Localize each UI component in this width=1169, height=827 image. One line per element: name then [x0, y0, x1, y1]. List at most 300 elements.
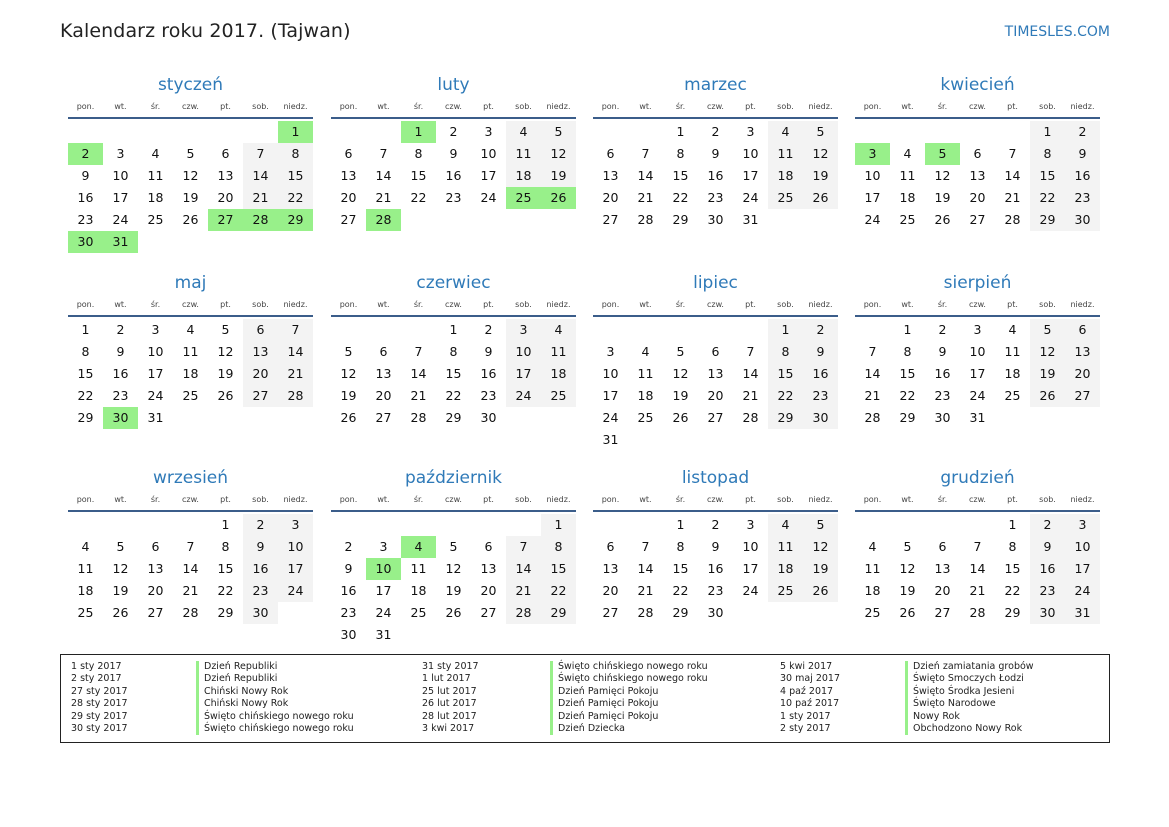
day-cell: 7: [1008, 146, 1017, 161]
day-cell: 10: [742, 146, 759, 161]
weekday-label: niedz.: [283, 300, 308, 309]
weekday-label: śr.: [675, 300, 686, 309]
day-cell: 10: [602, 366, 619, 381]
day-cell: 4: [151, 146, 160, 161]
day-cell: 29: [1004, 605, 1021, 620]
day-cell: 21: [637, 583, 654, 598]
day-cell: 8: [278, 143, 313, 165]
weekday-label: pt.: [220, 300, 231, 309]
weekday-label: pon.: [601, 102, 620, 111]
day-cell: 14: [506, 558, 541, 580]
day-cell: 15: [77, 366, 94, 381]
day-cell: 12: [217, 344, 234, 359]
day-cell: 18: [541, 363, 576, 385]
holiday-legend: [60, 654, 1110, 743]
day-cell: 20: [147, 583, 164, 598]
weekday-header: [855, 489, 1100, 510]
day-cell: 19: [1030, 363, 1065, 385]
day-cell: 1: [1008, 517, 1017, 532]
month-divider: [593, 315, 838, 317]
day-grid: [68, 319, 313, 429]
day-cell: 15: [541, 558, 576, 580]
weekday-label: niedz.: [546, 102, 571, 111]
day-cell: 19: [803, 558, 838, 580]
legend-holiday-name: Dzień zamiatania grobów: [905, 661, 1034, 673]
empty-cell: [890, 121, 925, 143]
day-cell: 18: [864, 583, 881, 598]
weekday-header: [855, 96, 1100, 117]
day-cell: 25: [541, 385, 576, 407]
day-cell: 8: [221, 539, 230, 554]
day-cell: 14: [375, 168, 392, 183]
day-cell: 28: [410, 410, 427, 425]
day-grid: [68, 121, 313, 253]
day-cell: 18: [637, 388, 654, 403]
day-cell: 20: [1065, 363, 1100, 385]
day-cell: 24: [278, 580, 313, 602]
day-cell: 16: [445, 168, 462, 183]
empty-cell: [855, 121, 890, 143]
holiday-day-cell: 10: [366, 558, 401, 580]
day-cell: 8: [1008, 539, 1017, 554]
day-cell: 12: [1030, 341, 1065, 363]
day-cell: 23: [1030, 580, 1065, 602]
legend-holiday-name: Dzień Pamięci Pokoju: [550, 711, 708, 723]
day-cell: 3: [606, 344, 615, 359]
day-cell: 20: [480, 583, 497, 598]
day-cell: 17: [602, 388, 619, 403]
day-cell: 13: [969, 168, 986, 183]
day-cell: 7: [746, 344, 755, 359]
month-block: [331, 272, 576, 429]
holiday-day-cell: 26: [541, 187, 576, 209]
legend-col-1-names: [196, 661, 354, 735]
holiday-day-cell: 3: [855, 143, 890, 165]
weekday-label: czw.: [182, 102, 199, 111]
day-cell: 10: [969, 344, 986, 359]
day-cell: 22: [445, 388, 462, 403]
month-name: czerwiec: [416, 273, 491, 293]
legend-date: 26 lut 2017: [422, 698, 477, 710]
weekday-label: wt.: [377, 102, 390, 111]
day-cell: 14: [637, 168, 654, 183]
day-grid: [593, 121, 838, 231]
legend-holiday-name: Święto Smoczych Łodzi: [905, 673, 1034, 685]
holiday-day-cell: 30: [68, 231, 103, 253]
day-cell: 19: [112, 583, 129, 598]
month-name: listopad: [681, 468, 750, 488]
day-cell: 14: [243, 165, 278, 187]
day-cell: 12: [803, 143, 838, 165]
day-cell: 20: [602, 583, 619, 598]
weekday-label: sob.: [1039, 495, 1056, 504]
empty-cell: [471, 514, 506, 536]
legend-date: 31 sty 2017: [422, 661, 479, 672]
holiday-day-cell: 31: [103, 231, 138, 253]
month-name: marzec: [684, 75, 747, 95]
empty-cell: [243, 121, 278, 143]
day-cell: 16: [707, 561, 724, 576]
day-cell: 25: [864, 605, 881, 620]
day-cell: 7: [414, 344, 423, 359]
day-cell: 20: [969, 190, 986, 205]
day-cell: 25: [410, 605, 427, 620]
day-cell: 28: [182, 605, 199, 620]
empty-cell: [855, 319, 890, 341]
day-cell: 4: [641, 344, 650, 359]
weekday-label: niedz.: [1070, 495, 1095, 504]
day-cell: 3: [746, 517, 755, 532]
day-cell: 5: [1030, 319, 1065, 341]
month-name: styczeń: [157, 75, 224, 95]
day-cell: 18: [147, 190, 164, 205]
day-grid: [331, 319, 576, 429]
legend-holiday-name: Święto chińskiego nowego roku: [196, 711, 354, 723]
month-name: październik: [404, 468, 503, 488]
day-cell: 9: [711, 146, 720, 161]
month-name: wrzesień: [152, 468, 229, 488]
day-cell: 13: [602, 168, 619, 183]
day-cell: 4: [868, 539, 877, 554]
day-cell: 12: [899, 561, 916, 576]
day-cell: 8: [414, 146, 423, 161]
legend-date: 3 kwi 2017: [422, 722, 475, 734]
day-cell: 28: [506, 602, 541, 624]
day-cell: 23: [77, 212, 94, 227]
day-grid: [68, 514, 313, 624]
weekday-label: wt.: [114, 300, 127, 309]
day-cell: 13: [340, 168, 357, 183]
day-cell: 11: [147, 168, 164, 183]
weekday-label: pon.: [76, 102, 95, 111]
legend-date: 5 kwi 2017: [780, 661, 833, 672]
day-cell: 17: [864, 190, 881, 205]
day-cell: 8: [676, 539, 685, 554]
weekday-label: śr.: [413, 102, 424, 111]
day-cell: 16: [1030, 558, 1065, 580]
day-cell: 18: [506, 165, 541, 187]
empty-cell: [925, 121, 960, 143]
day-cell: 9: [81, 168, 90, 183]
day-cell: 20: [243, 363, 278, 385]
day-cell: 21: [637, 190, 654, 205]
weekday-label: wt.: [901, 102, 914, 111]
holiday-day-cell: 5: [925, 143, 960, 165]
day-cell: 18: [182, 366, 199, 381]
day-cell: 9: [243, 536, 278, 558]
day-grid: [855, 121, 1100, 231]
legend-col-3-names: [905, 661, 1034, 735]
day-cell: 8: [903, 344, 912, 359]
day-cell: 27: [602, 212, 619, 227]
day-cell: 2: [449, 124, 458, 139]
day-cell: 17: [506, 363, 541, 385]
month-block: [331, 467, 576, 646]
day-cell: 16: [243, 558, 278, 580]
weekday-label: pon.: [76, 495, 95, 504]
day-cell: 15: [672, 561, 689, 576]
weekday-label: pt.: [1007, 102, 1018, 111]
day-cell: 17: [742, 168, 759, 183]
day-cell: 27: [1065, 385, 1100, 407]
day-cell: 15: [672, 168, 689, 183]
day-cell: 12: [672, 366, 689, 381]
holiday-day-cell: 1: [278, 121, 313, 143]
day-cell: 30: [243, 602, 278, 624]
day-cell: 18: [768, 558, 803, 580]
day-cell: 25: [1004, 388, 1021, 403]
weekday-label: wt.: [114, 102, 127, 111]
weekday-header: [68, 96, 313, 117]
day-cell: 16: [803, 363, 838, 385]
day-cell: 26: [899, 605, 916, 620]
day-cell: 29: [672, 212, 689, 227]
day-cell: 11: [506, 143, 541, 165]
day-cell: 11: [768, 143, 803, 165]
month-divider: [593, 510, 838, 512]
holiday-day-cell: 1: [401, 121, 436, 143]
day-cell: 3: [116, 146, 125, 161]
weekday-label: pt.: [483, 495, 494, 504]
day-cell: 27: [934, 605, 951, 620]
legend-date: 2 sty 2017: [780, 722, 831, 734]
day-cell: 17: [969, 366, 986, 381]
day-cell: 5: [221, 322, 230, 337]
legend-col-2-dates: [422, 661, 479, 735]
empty-cell: [138, 121, 173, 143]
empty-cell: [401, 319, 436, 341]
empty-cell: [173, 514, 208, 536]
day-cell: 30: [934, 410, 951, 425]
weekday-label: sob.: [777, 495, 794, 504]
day-cell: 30: [1030, 602, 1065, 624]
day-cell: 20: [217, 190, 234, 205]
day-cell: 26: [672, 410, 689, 425]
empty-cell: [960, 121, 995, 143]
month-name: lipiec: [693, 273, 738, 293]
weekday-label: śr.: [150, 300, 161, 309]
holiday-day-cell: 30: [103, 407, 138, 429]
weekday-label: pon.: [863, 300, 882, 309]
day-cell: 2: [1030, 514, 1065, 536]
day-cell: 3: [506, 319, 541, 341]
day-cell: 6: [711, 344, 720, 359]
weekday-label: pon.: [339, 102, 358, 111]
day-cell: 31: [375, 627, 392, 642]
day-cell: 18: [410, 583, 427, 598]
day-cell: 16: [340, 583, 357, 598]
weekday-label: pt.: [1007, 495, 1018, 504]
empty-cell: [506, 514, 541, 536]
weekday-label: sob.: [777, 300, 794, 309]
month-block: [593, 74, 838, 231]
day-cell: 10: [864, 168, 881, 183]
day-cell: 29: [672, 605, 689, 620]
site-link[interactable]: TIMESLES.COM: [1004, 24, 1110, 40]
legend-date: 30 maj 2017: [780, 673, 841, 685]
weekday-label: wt.: [114, 495, 127, 504]
empty-cell: [401, 514, 436, 536]
day-cell: 13: [217, 168, 234, 183]
day-cell: 3: [973, 322, 982, 337]
day-cell: 26: [340, 410, 357, 425]
day-cell: 31: [147, 410, 164, 425]
legend-date: 1 sty 2017: [71, 661, 122, 672]
day-cell: 24: [1065, 580, 1100, 602]
day-cell: 31: [602, 432, 619, 447]
weekday-label: czw.: [182, 495, 199, 504]
day-cell: 23: [112, 388, 129, 403]
day-cell: 2: [116, 322, 125, 337]
day-cell: 28: [969, 605, 986, 620]
day-cell: 28: [637, 605, 654, 620]
legend-date: 30 sty 2017: [71, 722, 128, 734]
weekday-label: pt.: [745, 300, 756, 309]
day-cell: 9: [938, 344, 947, 359]
month-block: [855, 467, 1100, 624]
day-cell: 19: [803, 165, 838, 187]
empty-cell: [628, 514, 663, 536]
day-cell: 27: [602, 605, 619, 620]
day-cell: 4: [81, 539, 90, 554]
weekday-label: pon.: [863, 495, 882, 504]
day-cell: 25: [768, 580, 803, 602]
month-divider: [855, 117, 1100, 119]
month-divider: [68, 315, 313, 317]
day-cell: 29: [77, 410, 94, 425]
day-cell: 22: [899, 388, 916, 403]
day-cell: 24: [969, 388, 986, 403]
weekday-label: pon.: [76, 300, 95, 309]
day-cell: 22: [1004, 583, 1021, 598]
month-block: [855, 272, 1100, 429]
day-cell: 24: [480, 190, 497, 205]
day-cell: 21: [506, 580, 541, 602]
day-cell: 13: [602, 561, 619, 576]
day-cell: 14: [182, 561, 199, 576]
day-cell: 5: [344, 344, 353, 359]
day-cell: 26: [1030, 385, 1065, 407]
day-cell: 6: [973, 146, 982, 161]
day-cell: 1: [903, 322, 912, 337]
day-cell: 11: [182, 344, 199, 359]
day-cell: 20: [340, 190, 357, 205]
weekday-label: niedz.: [1070, 102, 1095, 111]
day-cell: 24: [742, 583, 759, 598]
weekday-header: [593, 489, 838, 510]
day-cell: 10: [112, 168, 129, 183]
day-cell: 6: [151, 539, 160, 554]
day-cell: 16: [112, 366, 129, 381]
day-cell: 17: [278, 558, 313, 580]
weekday-label: wt.: [639, 300, 652, 309]
empty-cell: [138, 514, 173, 536]
weekday-label: pon.: [601, 300, 620, 309]
day-cell: 1: [768, 319, 803, 341]
month-block: [593, 272, 838, 451]
empty-cell: [628, 319, 663, 341]
day-cell: 2: [711, 517, 720, 532]
day-cell: 29: [899, 410, 916, 425]
weekday-header: [331, 489, 576, 510]
empty-cell: [925, 514, 960, 536]
day-cell: 28: [637, 212, 654, 227]
empty-cell: [890, 514, 925, 536]
weekday-label: sob.: [515, 300, 532, 309]
holiday-day-cell: 2: [68, 143, 103, 165]
weekday-label: czw.: [445, 102, 462, 111]
weekday-label: śr.: [675, 102, 686, 111]
empty-cell: [68, 514, 103, 536]
weekday-label: pt.: [220, 102, 231, 111]
legend-holiday-name: Chiński Nowy Rok: [196, 698, 354, 710]
weekday-label: wt.: [377, 300, 390, 309]
day-cell: 7: [186, 539, 195, 554]
empty-cell: [960, 514, 995, 536]
day-cell: 16: [77, 190, 94, 205]
day-cell: 10: [742, 539, 759, 554]
day-cell: 30: [707, 605, 724, 620]
weekday-label: pon.: [863, 102, 882, 111]
day-cell: 14: [637, 561, 654, 576]
day-cell: 7: [641, 146, 650, 161]
weekday-header: [593, 294, 838, 315]
day-cell: 23: [934, 388, 951, 403]
weekday-label: niedz.: [283, 495, 308, 504]
day-cell: 21: [742, 388, 759, 403]
weekday-label: śr.: [675, 495, 686, 504]
legend-date: 10 paź 2017: [780, 698, 840, 710]
weekday-header: [68, 294, 313, 315]
day-cell: 11: [899, 168, 916, 183]
day-cell: 24: [375, 605, 392, 620]
day-cell: 19: [541, 165, 576, 187]
day-cell: 22: [672, 583, 689, 598]
day-cell: 22: [217, 583, 234, 598]
day-cell: 7: [868, 344, 877, 359]
day-cell: 4: [903, 146, 912, 161]
day-cell: 14: [410, 366, 427, 381]
weekday-label: niedz.: [546, 495, 571, 504]
day-cell: 7: [973, 539, 982, 554]
day-grid: [331, 121, 576, 231]
day-cell: 9: [484, 344, 493, 359]
day-grid: [855, 319, 1100, 429]
day-cell: 19: [899, 583, 916, 598]
day-cell: 24: [112, 212, 129, 227]
weekday-label: śr.: [937, 102, 948, 111]
day-cell: 15: [1004, 561, 1021, 576]
day-cell: 23: [243, 580, 278, 602]
empty-cell: [593, 121, 628, 143]
day-cell: 2: [803, 319, 838, 341]
day-cell: 6: [1065, 319, 1100, 341]
day-cell: 20: [707, 388, 724, 403]
day-cell: 23: [803, 385, 838, 407]
day-cell: 4: [541, 319, 576, 341]
day-cell: 20: [375, 388, 392, 403]
weekday-label: niedz.: [283, 102, 308, 111]
day-cell: 15: [1030, 165, 1065, 187]
day-cell: 28: [278, 385, 313, 407]
weekday-label: śr.: [150, 495, 161, 504]
empty-cell: [68, 121, 103, 143]
day-cell: 15: [445, 366, 462, 381]
day-cell: 12: [182, 168, 199, 183]
legend-holiday-name: Chiński Nowy Rok: [196, 686, 354, 698]
weekday-label: niedz.: [1070, 300, 1095, 309]
holiday-day-cell: 29: [278, 209, 313, 231]
